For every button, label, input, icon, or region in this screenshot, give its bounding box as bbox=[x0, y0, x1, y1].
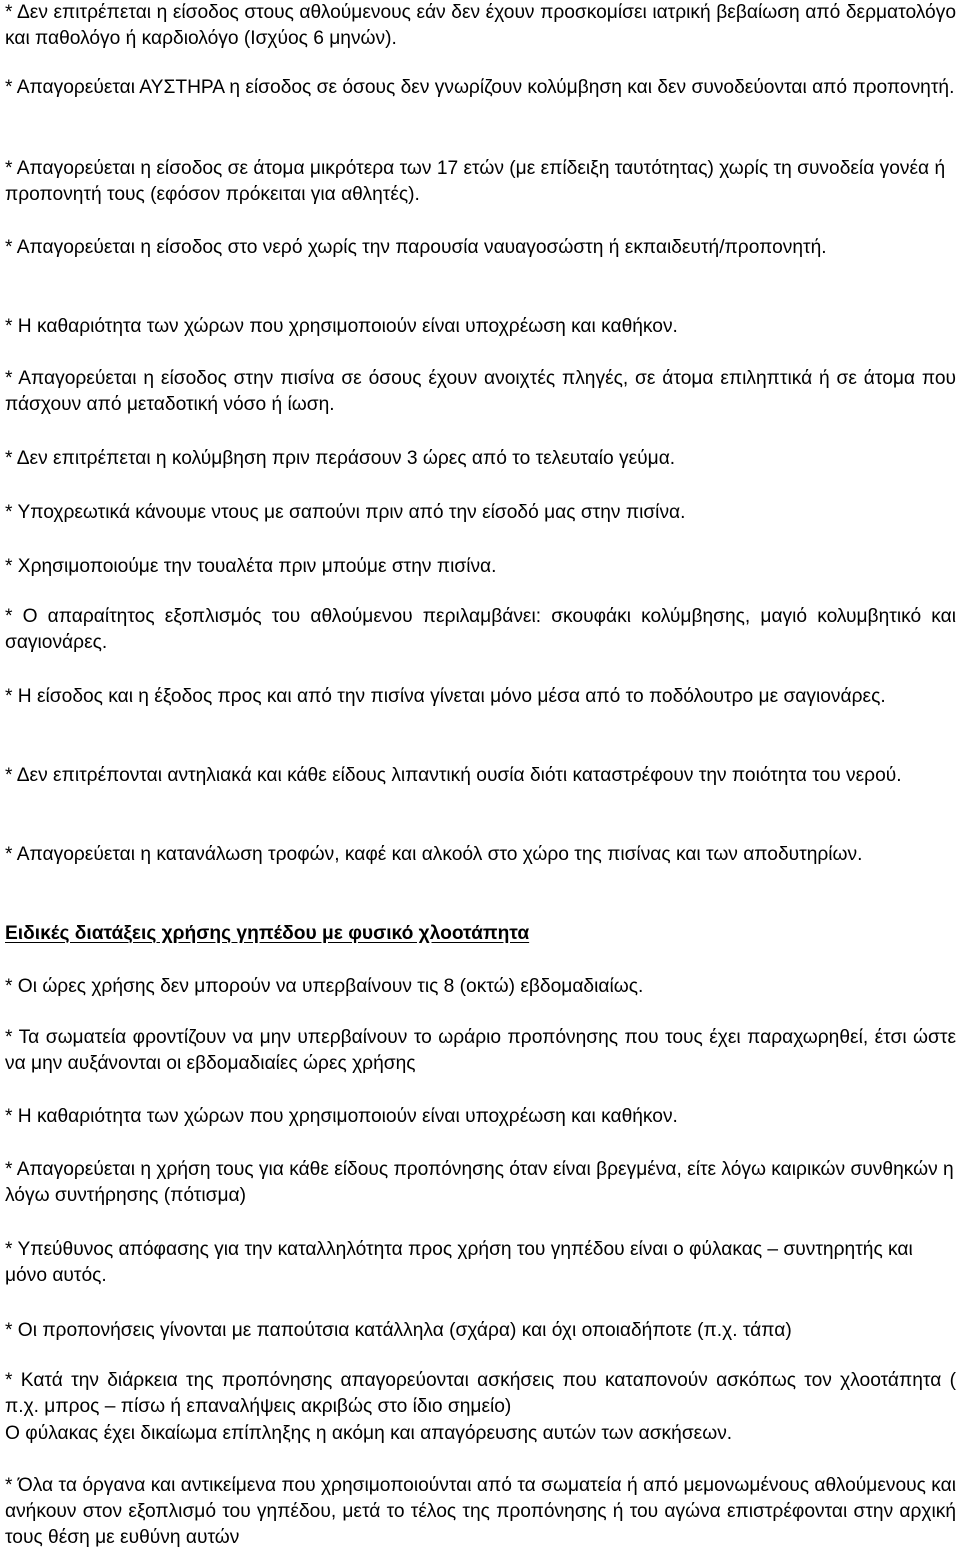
pool-rule-12: * Δεν επιτρέπονται αντηλιακά και κάθε είδους λιπαντική ουσία διότι καταστρέφουν την ποιότητα του νερού. bbox=[5, 765, 902, 786]
pool-rule-6: * Απαγορεύεται η είσοδος στην πισίνα σε όσους έχουν ανοιχτές πληγές, σε άτομα επιληπτικά ή σε άτομα που πάσχουν από μεταδοτική νόσο ή ίωση. bbox=[5, 368, 956, 415]
pitch-rule-5: * Υπεύθυνος απόφασης για την καταλληλότητα προς χρήση του γηπέδου είναι ο φύλακας – συντηρητής και μόνο αυτός. bbox=[5, 1239, 913, 1286]
pitch-rule-4: * Απαγορεύεται η χρήση τους για κάθε είδους προπόνησης όταν είναι βρεγμένα, είτε λόγω καιρικών συνθηκών η λόγω συντήρησης (πότισμα) bbox=[5, 1159, 954, 1206]
pitch-rule-1: * Οι ώρες χρήσης δεν μπορούν να υπερβαίνουν τις 8 (οκτώ) εβδομαδιαίως. bbox=[5, 976, 644, 997]
pitch-rule-7: * Κατά την διάρκεια της προπόνησης απαγορεύονται ασκήσεις που καταπονούν ασκόπως τον χλοοτάπητα ( π.χ. μπρος – πίσω ή επαναλήψεις ακριβώς στο ίδιο σημείο) bbox=[5, 1370, 956, 1417]
pitch-rule-6: * Οι προπονήσεις γίνονται με παπούτσια κατάλληλα (σχάρα) και όχι οποιαδήποτε (π.χ. τάπα) bbox=[5, 1320, 792, 1341]
pool-rule-9: * Χρησιμοποιούμε την τουαλέτα πριν μπούμε στην πισίνα. bbox=[5, 556, 497, 577]
pool-rule-5: * Η καθαριότητα των χώρων που χρησιμοποιούν είναι υποχρέωση και καθήκον. bbox=[5, 316, 678, 337]
pool-rule-2: * Απαγορεύεται ΑΥΣΤΗΡΑ η είσοδος σε όσους δεν γνωρίζουν κολύμβηση και δεν συνοδεύονται από προπονητή. bbox=[5, 77, 955, 98]
pitch-section-heading: Ειδικές διατάξεις χρήσης γηπέδου με φυσικό χλοοτάπητα bbox=[5, 923, 530, 944]
pitch-rule-8: * Όλα τα όργανα και αντικείμενα που χρησιμοποιούνται από τα σωματεία ή από μεμονωμένους αθλούμενους και ανήκουν στον εξοπλισμό του γηπέδου, μετά το τέλος της προπόνησης ή του αγώνα επιστρέφονται στην αρχική τους θέση με ευθύνη αυτών bbox=[5, 1475, 956, 1548]
pool-rule-11: * Η είσοδος και η έξοδος προς και από την πισίνα γίνεται μόνο μέσα από το ποδόλουτρο με σαγιονάρες. bbox=[5, 686, 886, 707]
pool-rule-3: * Απαγορεύεται η είσοδος σε άτομα μικρότερα των 17 ετών (με επίδειξη ταυτότητας) χωρίς τη συνοδεία γονέα ή προπονητή τους (εφόσον πρόκειται για αθλητές). bbox=[5, 158, 946, 205]
pitch-rule-2: * Τα σωματεία φροντίζουν να μην υπερβαίνουν το ωράριο προπόνησης που τους έχει παραχωρηθεί, έτσι ώστε να μην αυξάνονται οι εβδομαδιαίες ώρες χρήσης bbox=[5, 1027, 956, 1074]
pool-rule-4: * Απαγορεύεται η είσοδος στο νερό χωρίς την παρουσία ναυαγοσώστη ή εκπαιδευτή/προπονητή. bbox=[5, 237, 827, 258]
pitch-rule-3: * Η καθαριότητα των χώρων που χρησιμοποιούν είναι υποχρέωση και καθήκον. bbox=[5, 1106, 678, 1127]
pool-rule-8: * Υποχρεωτικά κάνουμε ντους με σαπούνι πριν από την είσοδό μας στην πισίνα. bbox=[5, 502, 686, 523]
pool-rule-10: * Ο απαραίτητος εξοπλισμός του αθλούμενου περιλαμβάνει: σκουφάκι κολύμβησης, μαγιό κολυμβητικό και σαγιονάρες. bbox=[5, 606, 956, 653]
pitch-rule-7-note: Ο φύλακας έχει δικαίωμα επίπληξης η ακόμη και απαγόρευσης αυτών των ασκήσεων. bbox=[5, 1423, 733, 1444]
pool-rule-7: * Δεν επιτρέπεται η κολύμβηση πριν περάσουν 3 ώρες από το τελευταίο γεύμα. bbox=[5, 448, 676, 469]
pool-rule-1: * Δεν επιτρέπεται η είσοδος στους αθλούμενους εάν δεν έχουν προσκομίσει ιατρική βεβαίωση από δερματολόγο και παθολόγο ή καρδιολόγο (Ισχύος 6 μηνών). bbox=[5, 2, 956, 49]
pool-rule-13: * Απαγορεύεται η κατανάλωση τροφών, καφέ και αλκοόλ στο χώρο της πισίνας και των αποδυτηρίων. bbox=[5, 844, 863, 865]
